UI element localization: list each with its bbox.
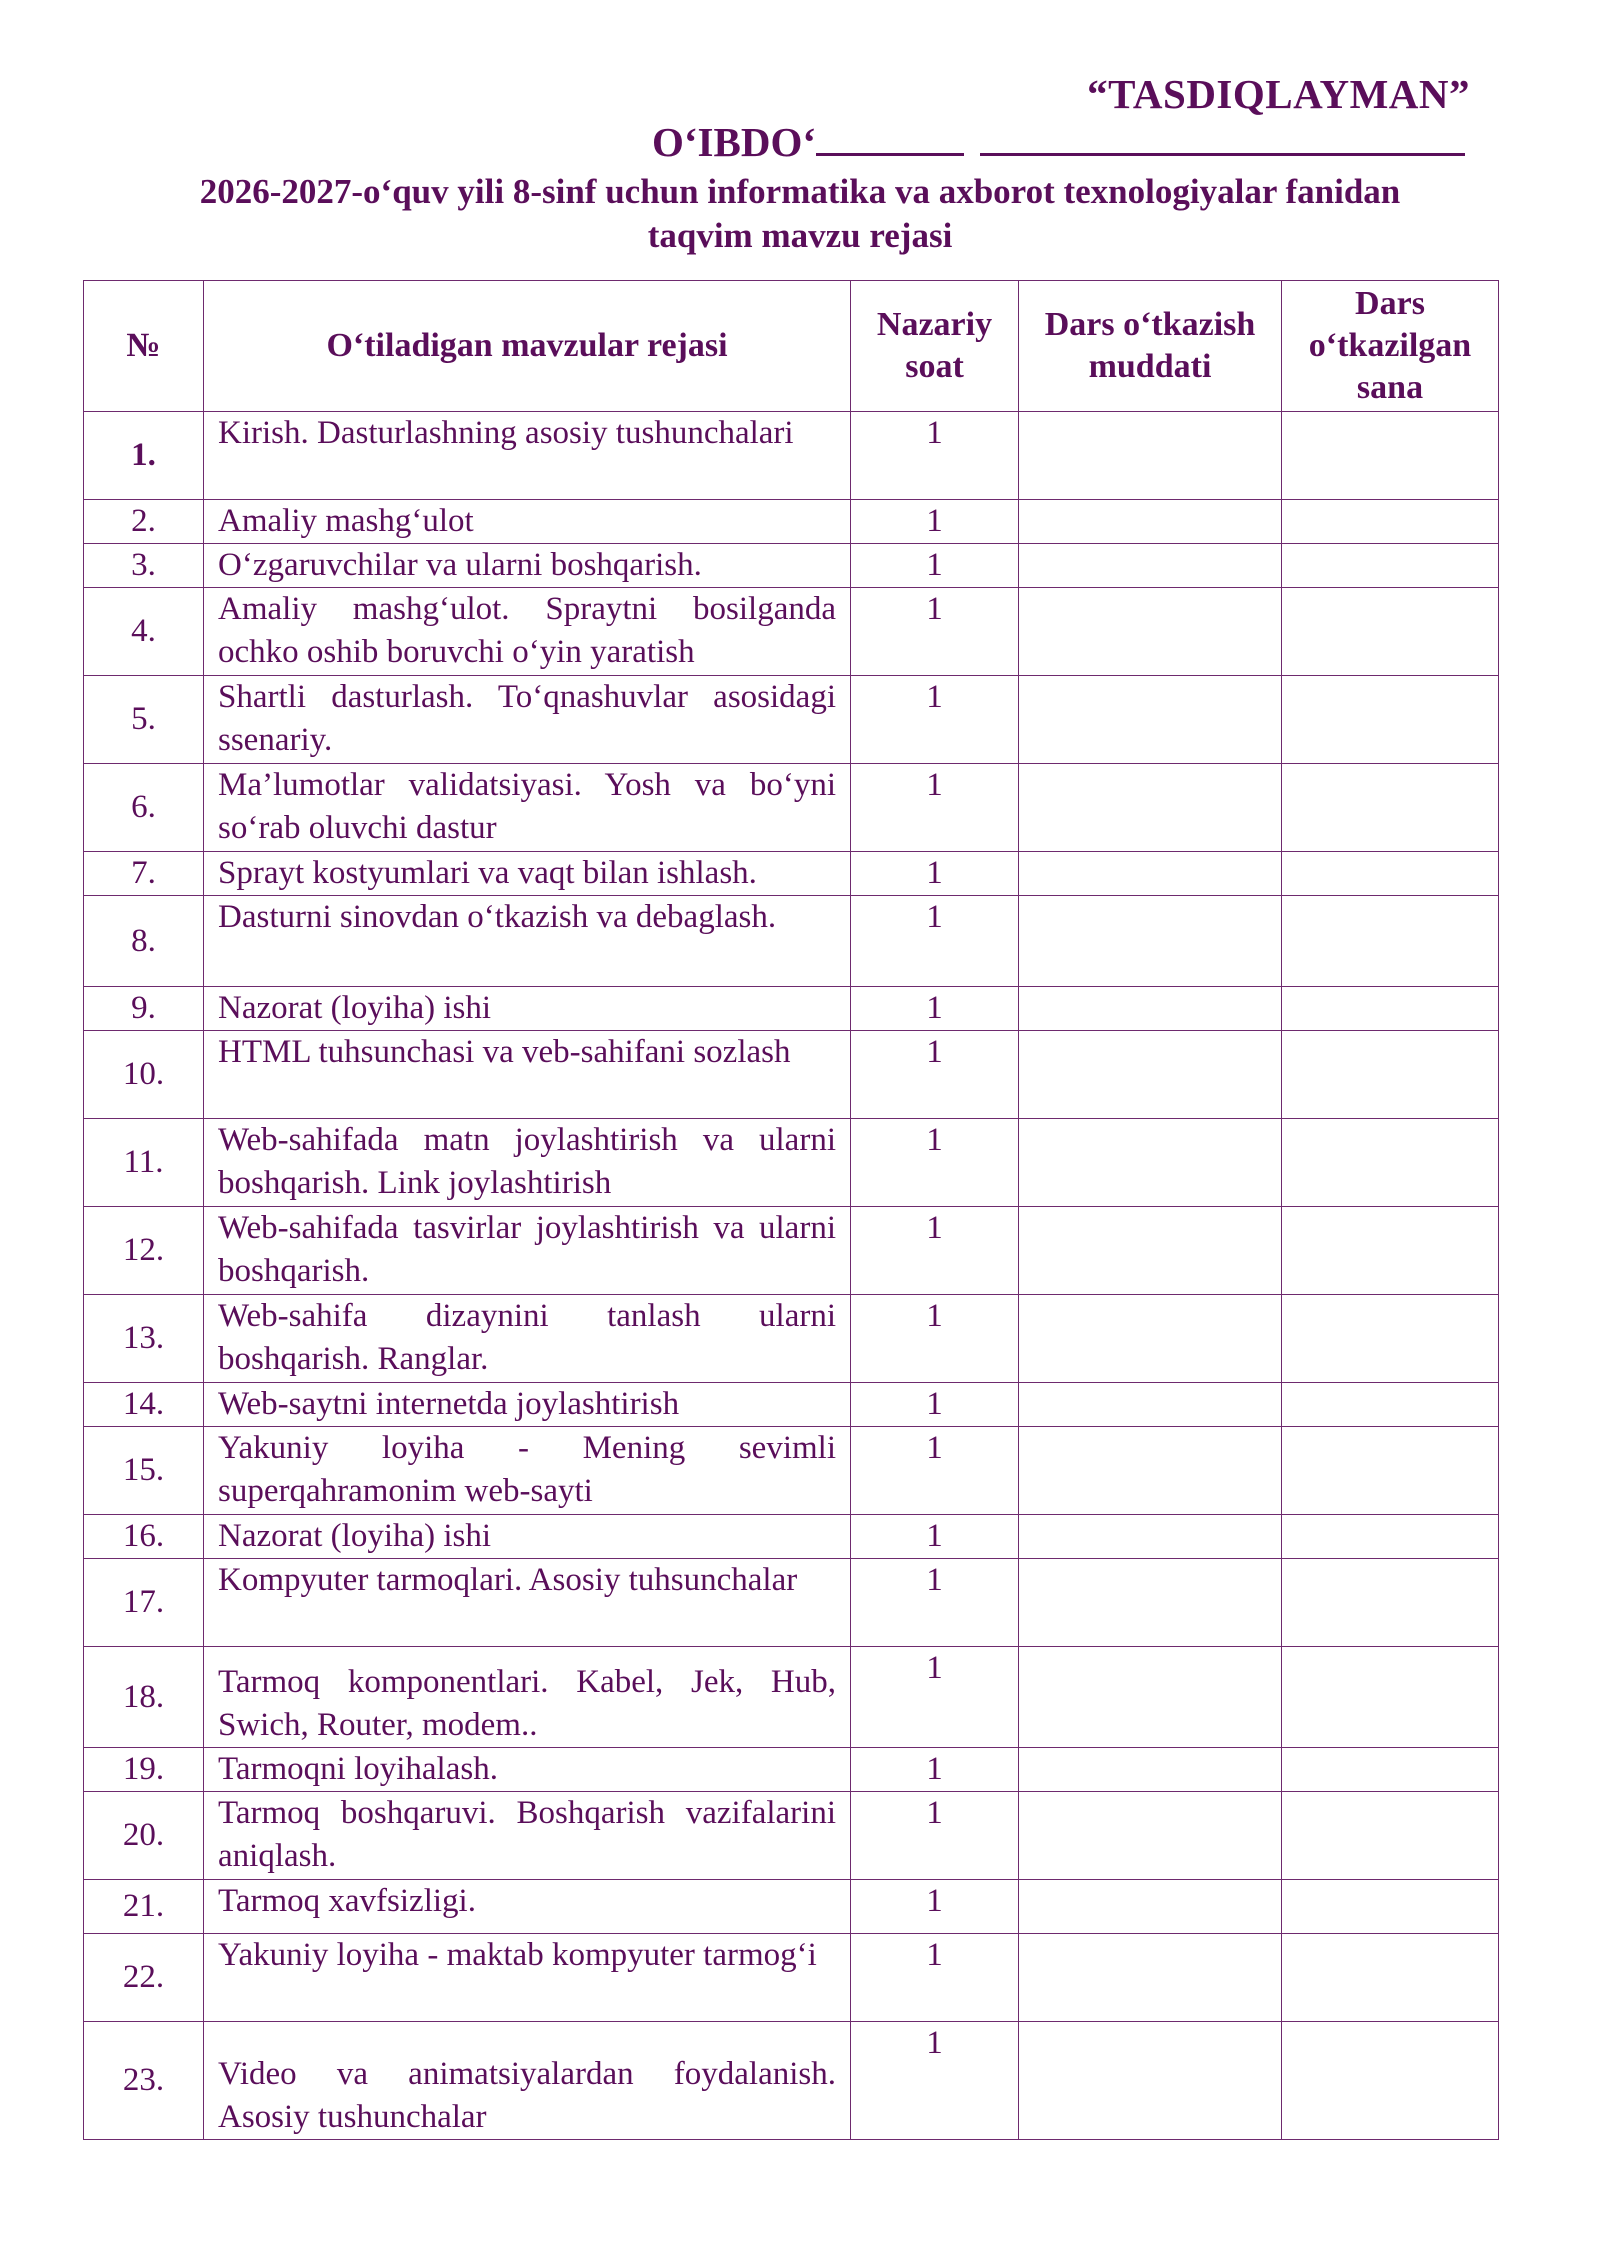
row-topic: Web-sahifada tasvirlar joylashtirish va ularni boshqarish. <box>204 1207 851 1295</box>
row-schedule-cell <box>1019 1647 1282 1748</box>
row-number: 8. <box>84 896 204 987</box>
table-row <box>84 2022 1499 2140</box>
row-date-cell <box>1282 1427 1499 1515</box>
table-row <box>84 764 1499 852</box>
table-row <box>84 987 1499 1031</box>
director-label: O‘IBDO‘ <box>652 119 816 165</box>
row-schedule-cell <box>1019 1119 1282 1207</box>
row-schedule-cell <box>1019 588 1282 676</box>
table-body <box>84 412 1499 2140</box>
row-number: 11. <box>84 1119 204 1207</box>
row-schedule-cell <box>1019 852 1282 896</box>
row-number: 1. <box>84 412 204 500</box>
row-schedule-cell <box>1019 1207 1282 1295</box>
row-date-cell <box>1282 987 1499 1031</box>
row-number: 12. <box>84 1207 204 1295</box>
table-row <box>84 1515 1499 1559</box>
row-schedule-cell <box>1019 1427 1282 1515</box>
row-topic: Nazorat (loyiha) ishi <box>204 987 851 1031</box>
row-hours: 1 <box>851 1880 1019 1934</box>
row-number: 2. <box>84 500 204 544</box>
table-row <box>84 1880 1499 1934</box>
row-number: 10. <box>84 1031 204 1119</box>
row-date-cell <box>1282 896 1499 987</box>
table-row <box>84 1748 1499 1792</box>
row-number: 6. <box>84 764 204 852</box>
table-row <box>84 412 1499 500</box>
row-schedule-cell <box>1019 1934 1282 2022</box>
table-row <box>84 1934 1499 2022</box>
row-hours: 1 <box>851 1295 1019 1383</box>
lesson-plan-table <box>83 280 1499 2140</box>
row-topic: Tarmoq boshqaruvi. Boshqarish vazifalarini aniqlash. <box>204 1792 851 1880</box>
table-row <box>84 588 1499 676</box>
row-date-cell <box>1282 1880 1499 1934</box>
row-schedule-cell <box>1019 1031 1282 1119</box>
row-hours: 1 <box>851 1647 1019 1748</box>
table-row <box>84 896 1499 987</box>
row-topic: Ma’lumotlar validatsiyasi. Yosh va bo‘yni so‘rab oluvchi dastur <box>204 764 851 852</box>
row-date-cell <box>1282 676 1499 764</box>
row-hours: 1 <box>851 1934 1019 2022</box>
row-hours: 1 <box>851 544 1019 588</box>
row-schedule-cell <box>1019 412 1282 500</box>
table-header-row <box>84 281 1499 412</box>
row-date-cell <box>1282 1207 1499 1295</box>
row-number: 9. <box>84 987 204 1031</box>
row-schedule-cell <box>1019 1792 1282 1880</box>
table-row <box>84 1647 1499 1748</box>
row-number: 16. <box>84 1515 204 1559</box>
row-hours: 1 <box>851 1427 1019 1515</box>
row-date-cell <box>1282 2022 1499 2140</box>
row-date-cell <box>1282 1295 1499 1383</box>
row-hours: 1 <box>851 896 1019 987</box>
row-hours: 1 <box>851 676 1019 764</box>
row-date-cell <box>1282 764 1499 852</box>
row-schedule-cell <box>1019 1295 1282 1383</box>
col-header-topic: O‘tiladigan mavzular rejasi <box>204 281 851 412</box>
row-number: 13. <box>84 1295 204 1383</box>
row-topic: Web-sahifada matn joylashtirish va ularni boshqarish. Link joylashtirish <box>204 1119 851 1207</box>
row-number: 7. <box>84 852 204 896</box>
row-number: 18. <box>84 1647 204 1748</box>
col-header-schedule: Dars o‘tkazish muddati <box>1019 281 1282 412</box>
row-hours: 1 <box>851 1792 1019 1880</box>
signature-blank-long <box>980 119 1465 156</box>
row-number: 4. <box>84 588 204 676</box>
row-hours: 1 <box>851 987 1019 1031</box>
document-title <box>100 170 1500 258</box>
row-schedule-cell <box>1019 500 1282 544</box>
row-date-cell <box>1282 852 1499 896</box>
row-date-cell <box>1282 1119 1499 1207</box>
row-schedule-cell <box>1019 1515 1282 1559</box>
table-row <box>84 852 1499 896</box>
row-schedule-cell <box>1019 544 1282 588</box>
row-topic: Web-sahifa dizaynini tanlash ularni boshqarish. Ranglar. <box>204 1295 851 1383</box>
title-line-1: 2026-2027-o‘quv yili 8-sinf uchun informatika va axborot texnologiyalar fanidan <box>199 172 1401 211</box>
row-topic: Video va animatsiyalardan foydalanish. Asosiy tushunchalar <box>204 2022 851 2140</box>
table-row <box>84 1792 1499 1880</box>
row-date-cell <box>1282 1383 1499 1427</box>
row-number: 19. <box>84 1748 204 1792</box>
row-schedule-cell <box>1019 896 1282 987</box>
row-topic: Yakuniy loyiha - Mening sevimli superqahramonim web-sayti <box>204 1427 851 1515</box>
row-hours: 1 <box>851 1748 1019 1792</box>
row-topic: Tarmoqni loyihalash. <box>204 1748 851 1792</box>
director-signature-line <box>652 118 1465 166</box>
row-number: 22. <box>84 1934 204 2022</box>
row-date-cell <box>1282 1031 1499 1119</box>
row-topic: Dasturni sinovdan o‘tkazish va debaglash. <box>204 896 851 987</box>
col-header-hours: Nazariy soat <box>851 281 1019 412</box>
row-hours: 1 <box>851 500 1019 544</box>
row-hours: 1 <box>851 412 1019 500</box>
row-schedule-cell <box>1019 1383 1282 1427</box>
row-date-cell <box>1282 588 1499 676</box>
row-topic: Kompyuter tarmoqlari. Asosiy tuhsunchalar <box>204 1559 851 1647</box>
row-topic: Sprayt kostyumlari va vaqt bilan ishlash. <box>204 852 851 896</box>
row-schedule-cell <box>1019 1880 1282 1934</box>
col-header-number: № <box>84 281 204 412</box>
row-topic: HTML tuhsunchasi va veb-sahifani sozlash <box>204 1031 851 1119</box>
table-row <box>84 1383 1499 1427</box>
row-number: 14. <box>84 1383 204 1427</box>
table-row <box>84 544 1499 588</box>
row-hours: 1 <box>851 1515 1019 1559</box>
row-hours: 1 <box>851 1559 1019 1647</box>
row-schedule-cell <box>1019 676 1282 764</box>
row-number: 23. <box>84 2022 204 2140</box>
row-hours: 1 <box>851 2022 1019 2140</box>
row-hours: 1 <box>851 1031 1019 1119</box>
row-topic: Yakuniy loyiha - maktab kompyuter tarmog‘i <box>204 1934 851 2022</box>
approval-title: “TASDIQLAYMAN” <box>1087 71 1470 117</box>
row-hours: 1 <box>851 1383 1019 1427</box>
table-row <box>84 1119 1499 1207</box>
row-date-cell <box>1282 1748 1499 1792</box>
row-topic: Nazorat (loyiha) ishi <box>204 1515 851 1559</box>
row-topic: Tarmoq komponentlari. Kabel, Jek, Hub, Swich, Router, modem.. <box>204 1647 851 1748</box>
row-hours: 1 <box>851 764 1019 852</box>
row-date-cell <box>1282 1792 1499 1880</box>
row-number: 20. <box>84 1792 204 1880</box>
row-date-cell <box>1282 544 1499 588</box>
row-number: 17. <box>84 1559 204 1647</box>
row-date-cell <box>1282 1934 1499 2022</box>
row-date-cell <box>1282 1559 1499 1647</box>
row-date-cell <box>1282 1515 1499 1559</box>
row-topic: Shartli dasturlash. To‘qnashuvlar asosidagi ssenariy. <box>204 676 851 764</box>
row-number: 3. <box>84 544 204 588</box>
row-schedule-cell <box>1019 764 1282 852</box>
row-date-cell <box>1282 1647 1499 1748</box>
row-topic: Kirish. Dasturlashning asosiy tushunchalari <box>204 412 851 500</box>
table-row <box>84 1031 1499 1119</box>
signature-blank-short <box>816 119 964 156</box>
row-hours: 1 <box>851 1119 1019 1207</box>
row-schedule-cell <box>1019 1748 1282 1792</box>
col-header-date: Dars o‘tkazilgan sana <box>1282 281 1499 412</box>
table-row <box>84 1427 1499 1515</box>
row-number: 15. <box>84 1427 204 1515</box>
row-date-cell <box>1282 412 1499 500</box>
table-row <box>84 1559 1499 1647</box>
title-line-2: taqvim mavzu rejasi <box>647 216 953 255</box>
row-schedule-cell <box>1019 987 1282 1031</box>
row-topic: Amaliy mashg‘ulot <box>204 500 851 544</box>
table-row <box>84 500 1499 544</box>
row-topic: Amaliy mashg‘ulot. Spraytni bosilganda ochko oshib boruvchi o‘yin yaratish <box>204 588 851 676</box>
table-row <box>84 1295 1499 1383</box>
row-hours: 1 <box>851 588 1019 676</box>
row-schedule-cell <box>1019 1559 1282 1647</box>
row-topic: Web-saytni internetda joylashtirish <box>204 1383 851 1427</box>
row-topic: Tarmoq xavfsizligi. <box>204 1880 851 1934</box>
row-hours: 1 <box>851 852 1019 896</box>
row-topic: O‘zgaruvchilar va ularni boshqarish. <box>204 544 851 588</box>
table-row <box>84 676 1499 764</box>
row-number: 5. <box>84 676 204 764</box>
row-hours: 1 <box>851 1207 1019 1295</box>
row-date-cell <box>1282 500 1499 544</box>
table-row <box>84 1207 1499 1295</box>
row-number: 21. <box>84 1880 204 1934</box>
row-schedule-cell <box>1019 2022 1282 2140</box>
